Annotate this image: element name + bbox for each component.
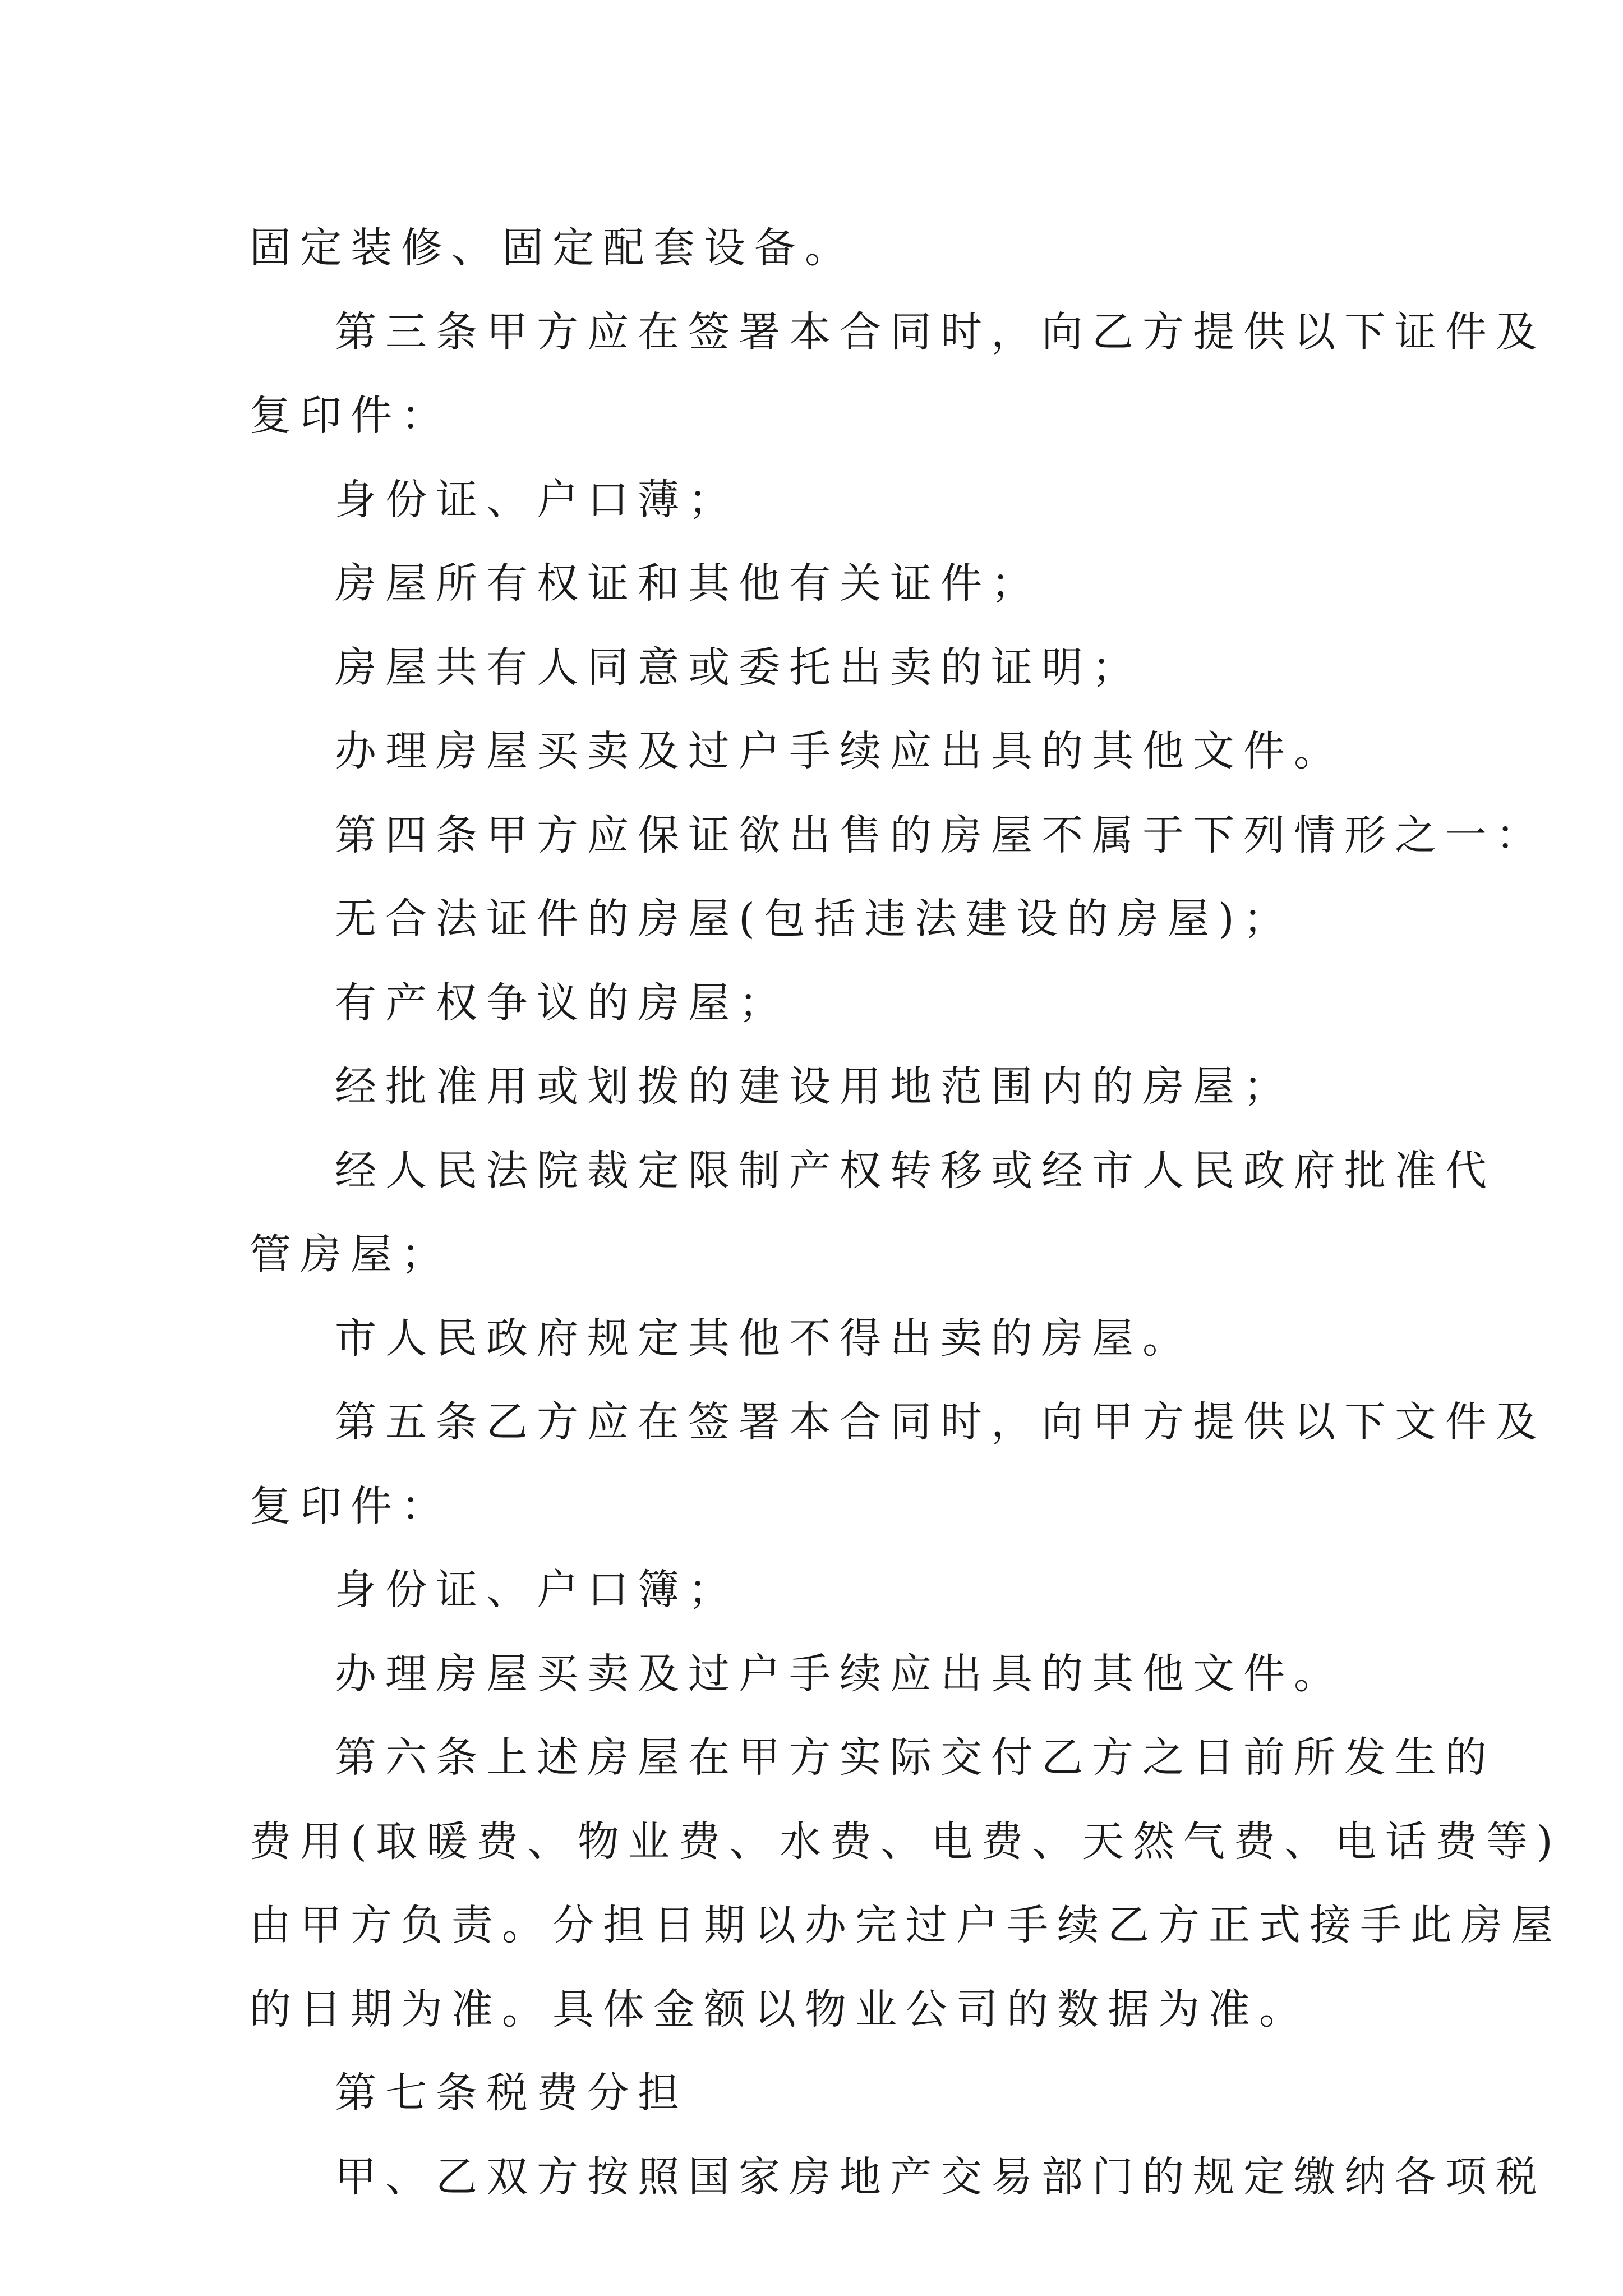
article-7-paragraph: 甲、乙双方按照国家房地产交易部门的规定缴纳各项税 xyxy=(335,2152,1546,2201)
article-7-heading: 第七条税费分担 xyxy=(335,2069,688,2117)
text-line: 由甲方负责。分担日期以办完过户手续乙方正式接手此房屋 xyxy=(250,1901,1562,1949)
article-5-heading: 第五条乙方应在签署本合同时，向甲方提供以下文件及 xyxy=(335,1398,1546,1446)
contract-text xyxy=(250,206,1562,2219)
list-item: 办理房屋买卖及过户手续应出具的其他文件。 xyxy=(335,1649,1344,1698)
list-item: 房屋共有人同意或委托出卖的证明； xyxy=(335,643,1142,692)
text-line: 管房屋； xyxy=(250,1230,451,1278)
list-item: 无合法证件的房屋(包括违法建设的房屋)； xyxy=(335,895,1294,943)
article-6-paragraph: 第六条上述房屋在甲方实际交付乙方之日前所发生的 xyxy=(335,1733,1496,1782)
text-line: 复印件： xyxy=(250,1481,451,1530)
list-item: 办理房屋买卖及过户手续应出具的其他文件。 xyxy=(335,727,1344,775)
text-line: 固定装修、固定配套设备。 xyxy=(250,224,855,272)
list-item: 房屋所有权证和其他有关证件； xyxy=(335,559,1041,608)
text-line: 复印件： xyxy=(250,392,451,440)
list-item: 经批准用或划拨的建设用地范围内的房屋； xyxy=(335,1062,1294,1111)
article-4-heading: 第四条甲方应保证欲出售的房屋不属于下列情形之一： xyxy=(335,811,1546,859)
article-3-heading: 第三条甲方应在签署本合同时，向乙方提供以下证件及 xyxy=(335,307,1546,356)
list-item: 市人民政府规定其他不得出卖的房屋。 xyxy=(335,1314,1193,1363)
list-item: 身份证、户口簿； xyxy=(335,1566,739,1614)
text-line: 费用(取暖费、物业费、水费、电费、天然气费、电话费等) xyxy=(250,1817,1562,1866)
list-item: 身份证、户口薄； xyxy=(335,475,739,524)
text-line: 的日期为准。具体金额以物业公司的数据为准。 xyxy=(250,1985,1310,2033)
list-item: 经人民法院裁定限制产权转移或经市人民政府批准代 xyxy=(335,1146,1496,1195)
list-item: 有产权争议的房屋； xyxy=(335,978,789,1027)
